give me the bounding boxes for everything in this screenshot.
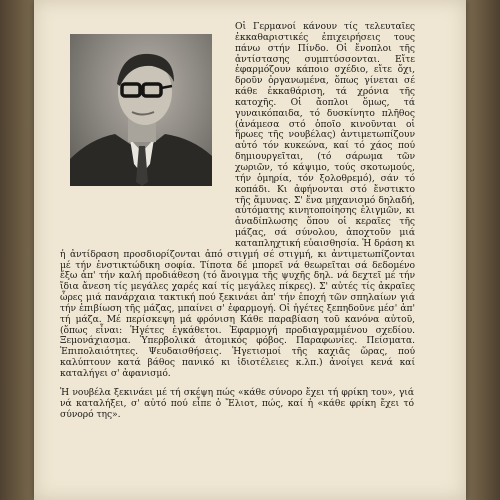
- synopsis-paragraph: Οἱ Γερμανοί κάνουν τίς τελευταῖες ἐκκαθαριστικές ἐπιχειρήσεις τους πάνω στήν Πίνδο. Οἱ ἔνοπλοι τῆς ἀντίστασης συμπτύσσονται. Εἴτε ἐφαρμόζουν κάποιο σχέδιο, εἴτε ὄχι, δροῦν ὀργανωμένα, ὅπως γίνεται σέ κάθε ἐκκαθάριση, τά χρόνια τῆς κατοχῆς. Οἱ ἄοπλοι ὅμως, τά γυναικόπαιδα, τό δυσκίνητο πλῆθος (ἀνάμεσα στό ὁποῖο κινοῦνται οἱ ἥρωες τῆς νουβέλας) ἀντιμετωπίζουν αὐτό τόν κυκεώνα, καί τό χάος πού δημιουργεῖται, (τό σάρωμα τῶν χωριῶν, τό κάψιμο, τούς σκοτωμούς, τήν ὁμηρία, τόν ξολοθρεμό), σάν τό κοπάδι. Κι ἀφήνονται στό ἔνστικτο τῆς ἄμυνας. Σ' ἕνα μηχανισμό δηλαδή, αὐτόματης κινητοποίησης ἐλιγμῶν, κι ἀναδίπλωσης ὅπου οἱ κεραῖες τῆς μάζας, σά σύνολου, ἀποχτοῦν μιά καταπληχτική εὐαισθησία. Ἡ δράση κι ἡ ἀντίδραση προσδιορίζονται ἀπό στιγμή σέ στιγμή, κι ἀντιμετωπίζονται μέ τήν ἐνστικτώδικη σοφία. Τίποτα δέ μπορεῖ νά θεωρεῖται σά δεδομένο ἔξω ἀπ' τήν καλή προδιάθεση (τό ἄνοιγμα τῆς ψυχῆς δηλ. νά δεχτεῖ μέ τήν ἴδια ἄνεση τίς μεγάλες χαρές καί τίς μεγάλες πίκρες). Σ' αὐτές τίς ἀκραῖες ὧρες μιά πανάρχαια τακτική πού ξεκινάει ἀπ' τήν ἐποχή τῶν σπηλαίων γιά τήν ἐπιβίωση τῆς μάζας, μπαίνει σ' ἐφαρμογή. Οἱ ἡγέτες ξεπηδοῦνε μέσ' ἀπ' τή μάζα. Μέ περίσκεψη μά φρόνιση Κάθε παραβίαση τοῦ κανόνα αὐτοῦ, (ὅπως εἶναι: Ἡγέτες ἐγκάθετοι. Ἐφαρμογή προδιαγραμμένου σχεδίου. Ξεμονάχιασμα. Ὑπερβολικά ἀτομικός φόβος. Παραφωνίες. Πείσματα. Ἐπιπολαιότητες. Ψευδαισθήσεις. Ἡγετισμοί τῆς καχιᾶς ὥρας, πού καλύπτουν κατά βάθος πανικό κι ἰδιοτέλειες κ.λπ.) ἀνοίγει κενά καί καταλήγει σ' ἀφανισμό.: [60, 21, 415, 379]
- table-surface-right: [466, 0, 500, 500]
- back-cover-text: [60, 22, 420, 420]
- table-surface-left: [0, 0, 34, 500]
- closing-paragraph: Ἡ νουβέλα ξεκινάει μέ τή σκέψη πώς «κάθε σύνορο ἔχει τή φρίκη του», γιά νά καταλήξει, σ' αὐτό πού εἶπε ὁ Ἔλιοτ, πώς, καί ἡ «κάθε φρίκη ἔχει τό σύνορό της».: [60, 386, 414, 420]
- photo-wrap-space: [60, 22, 235, 242]
